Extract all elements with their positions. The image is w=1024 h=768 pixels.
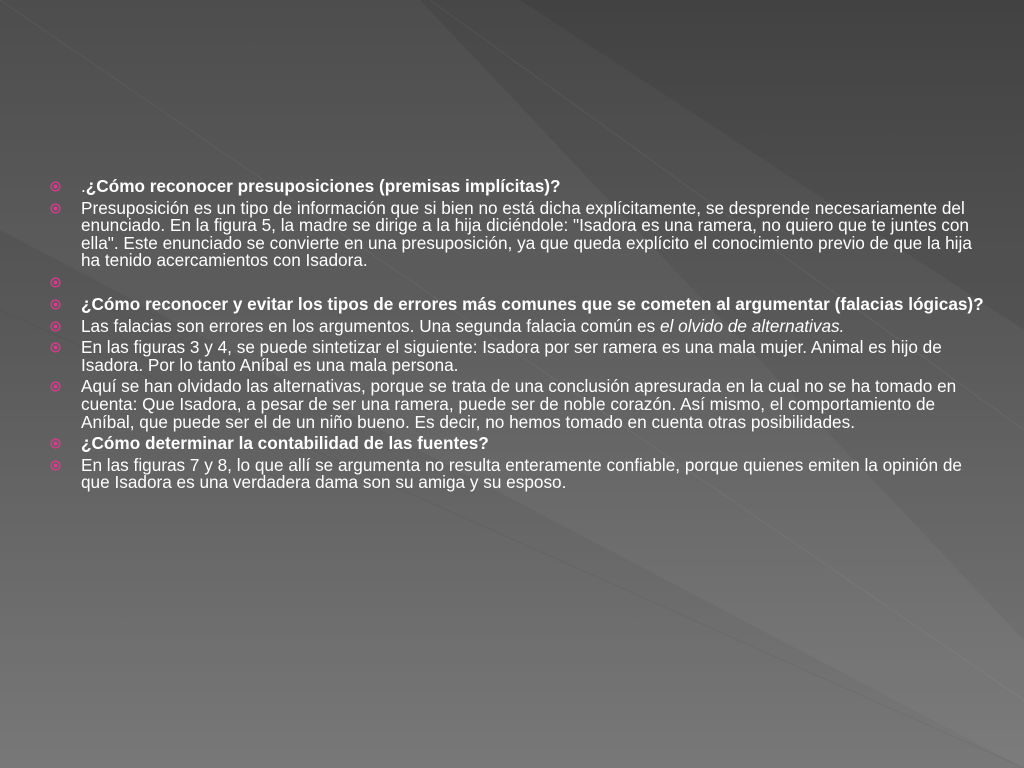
bullet-text: ¿Cómo reconocer y evitar los tipos de errores más comunes que se cometen al argumentar (falacias lógicas)?: [81, 293, 984, 314]
bullet-text: Las falacias son errores en los argumentos. Una segunda falacia común es: [81, 315, 660, 336]
bullet-item-figuras-3-4: [50, 339, 985, 374]
bullet-item-falacias-heading: [50, 293, 985, 314]
circle-dot-icon: [50, 321, 61, 332]
bullet-item-figuras-7-8: [50, 454, 985, 493]
bullet-text: Aquí se han olvidado las alternativas, porque se trata de una conclusión apresurada en la cual no se ha tomado en cuenta: Que Isadora, a pesar de ser una ramera, puede ser de noble corazón. Así mismo, el comportamiento de Aníbal, que puede ser el de un niño bueno. Es decir, no hemos tomado en cuenta otras posibilidades.: [81, 376, 957, 432]
bullet-text: Presuposición es un tipo de información que si bien no está dicha explícitamente, se desprende necesariamente del enunciado. En la figura 5, la madre se dirige a la hija diciéndole: "Isadora es una ramera, no quiero que te juntes con ella". Este enunciado se convierte en una presuposición, ya que queda explícito el conocimiento previo de que la hija ha tenido acercamientos con Isadora.: [81, 197, 972, 271]
circle-dot-icon: [50, 299, 61, 310]
bullet-text: ¿Cómo determinar la contabilidad de las fuentes?: [81, 433, 489, 454]
bullet-text: En las figuras 3 y 4, se puede sintetizar el siguiente: Isadora por ser ramera es una mala mujer. Animal es hijo de Isadora. Por lo tanto Aníbal es una mala persona.: [81, 337, 942, 375]
circle-dot-icon: [50, 181, 61, 192]
bullet-emphasis: el olvido de alternativas.: [659, 315, 845, 336]
bullet-item-presuposiciones-heading: [50, 178, 985, 196]
circle-dot-icon: [50, 342, 61, 353]
bullet-text: En las figuras 7 y 8, lo que allí se argumenta no resulta enteramente confiable, porque quienes emiten la opinión de que Isadora es una verdadera dama son su amiga y su esposo.: [81, 454, 962, 493]
circle-dot-icon: [50, 460, 61, 471]
circle-dot-icon: [50, 438, 61, 449]
bullet-item-presuposicion-definition: [50, 197, 985, 271]
slide-content: [50, 178, 985, 496]
bullet-text: ¿Cómo reconocer presuposiciones (premisas implícitas)?: [85, 176, 561, 196]
circle-dot-icon: [50, 277, 61, 288]
circle-dot-icon: [50, 203, 61, 214]
circle-dot-icon: [50, 381, 61, 392]
bullet-list: [50, 178, 985, 492]
bullet-prefix: .: [81, 176, 86, 196]
bullet-item-falacias-definition: [50, 315, 985, 336]
bullet-item-empty: [50, 274, 985, 292]
bullet-item-fuentes-heading: [50, 435, 985, 453]
bullet-item-alternativas: [50, 378, 985, 431]
